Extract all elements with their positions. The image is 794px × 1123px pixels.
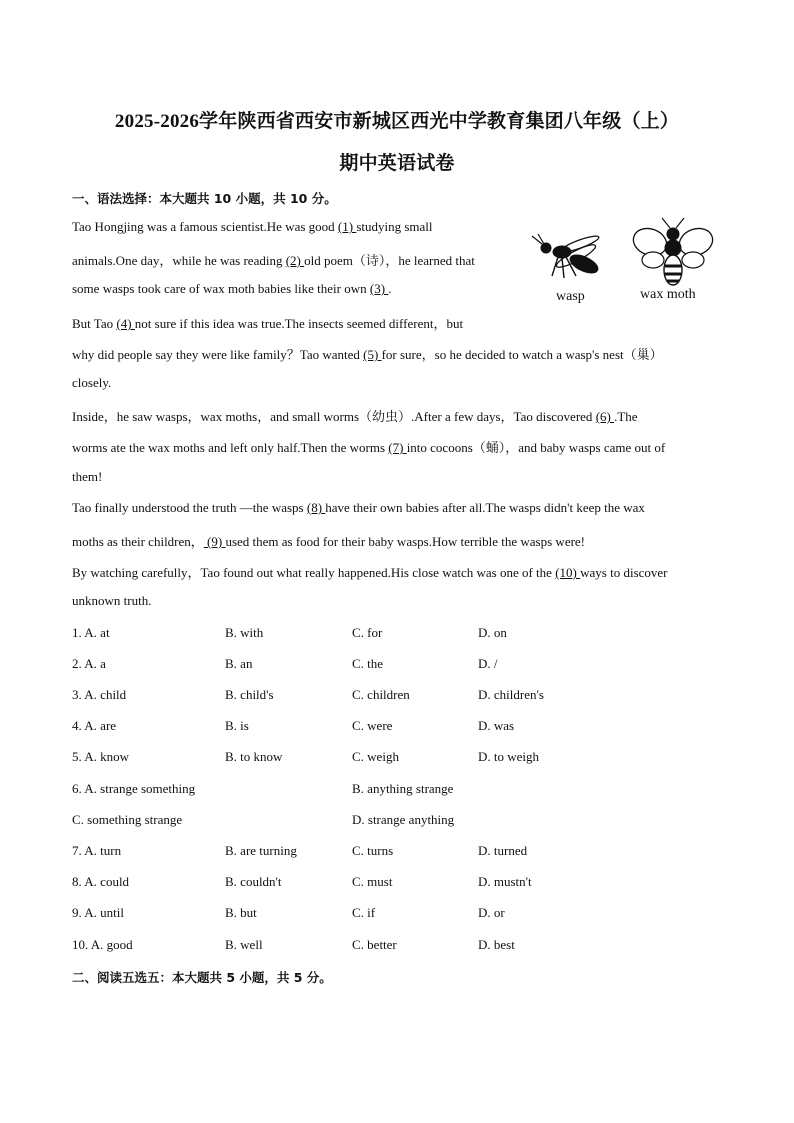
passage-line (72, 250, 475, 269)
option-3-b: B. child's (225, 687, 274, 702)
option-6-c: C. something strange (72, 812, 183, 827)
passage-text: why did people say they were like family？Tao wanted (72, 347, 364, 362)
passage-text: .The (614, 409, 638, 424)
passage-text: studying small (356, 219, 433, 234)
option-2-b: B. an (225, 656, 253, 671)
wasp-and-moth-illustration (528, 214, 728, 306)
option-1-d: D. on (478, 625, 507, 640)
passage-line (72, 344, 663, 363)
option-4-d: D. was (478, 718, 515, 733)
passage-line (72, 500, 645, 516)
option-5-c: C. weigh (352, 749, 399, 764)
blank-5: (5) (363, 347, 382, 362)
exam-title-line2: 期中英语试卷 (339, 153, 455, 174)
blank-7: (7) (388, 440, 407, 455)
option-4-c: C. were (352, 718, 393, 733)
section1-heading: 一、语法选择：本大题共 10 小题，共 10 分。 (72, 191, 337, 206)
blank-6: (6) (595, 409, 615, 424)
option-6-b: B. anything strange (352, 781, 454, 796)
passage-text: into cocoons（蛹），and baby wasps came out of (406, 440, 666, 455)
exam-title-line1: 2025-2026学年陕西省西安市新城区西光中学教育集团八年级（上） (114, 111, 680, 132)
option-7-d: D. turned (478, 843, 528, 858)
passage-line: closely. (72, 375, 112, 390)
option-4-b: B. is (225, 718, 249, 733)
passage-text: old poem（诗），he learned that (304, 253, 475, 268)
passage-text: . (388, 281, 392, 296)
option-10-c: C. better (352, 937, 397, 952)
option-7-a: 7. A. turn (72, 843, 122, 858)
passage-line: unknown truth. (72, 593, 152, 608)
option-9-a: 9. A. until (72, 905, 125, 920)
option-8-b: B. couldn't (225, 874, 282, 889)
passage-text: worms ate the wax moths and left only half.Then the worms (72, 440, 389, 455)
option-1-c: C. for (352, 625, 383, 640)
option-2-a: 2. A. a (72, 656, 106, 671)
passage-text: have their own babies after all.The wasps didn't keep the wax (325, 500, 645, 515)
option-8-a: 8. A. could (72, 874, 130, 889)
passage-text: for sure，so he decided to watch a wasp's nest（巢） (381, 347, 663, 362)
option-10-d: D. best (478, 937, 515, 952)
passage-line (72, 281, 392, 297)
passage-text: ways to discover (580, 565, 668, 580)
passage-line: them! (72, 469, 103, 484)
blank-2: (2) (285, 253, 305, 268)
passage-line (72, 406, 638, 425)
option-5-b: B. to know (225, 749, 283, 764)
passage-text: some wasps took care of wax moth babies like their own (72, 281, 370, 296)
option-4-a: 4. A. are (72, 718, 117, 733)
passage-line (72, 437, 665, 456)
blank-1: (1) (337, 219, 357, 234)
option-2-d: D. / (478, 656, 498, 671)
option-9-b: B. but (225, 905, 257, 920)
option-9-c: C. if (352, 905, 376, 920)
passage-text: Tao Hongjing was a famous scientist.He was good (72, 219, 338, 234)
option-2-c: C. the (352, 656, 384, 671)
blank-8: (8) (306, 500, 326, 515)
blank-10: (10) (555, 565, 581, 580)
option-5-a: 5. A. know (72, 749, 130, 764)
option-10-b: B. well (225, 937, 263, 952)
passage-text: By watching carefully，Tao found out what really happened.His close watch was one of the (72, 565, 556, 580)
passage-text: Inside，he saw wasps，wax moths，and small worms（幼虫）.After a few days，Tao discovered (72, 409, 596, 424)
blank-3: (3) (369, 281, 389, 296)
passage-line (72, 531, 585, 550)
blank-4: (4) (116, 316, 135, 331)
passage-text: used them as food for their baby wasps.How terrible the wasps were! (225, 534, 586, 549)
option-3-a: 3. A. child (72, 687, 127, 702)
option-6-d: D. strange anything (352, 812, 455, 827)
passage-line (72, 219, 433, 235)
option-1-b: B. with (225, 625, 264, 640)
option-7-b: B. are turning (225, 843, 297, 858)
option-7-c: C. turns (352, 843, 394, 858)
option-10-a: 10. A. good (72, 937, 133, 952)
passage-text: But Tao (72, 316, 117, 331)
wasp-caption: wasp (556, 289, 585, 304)
option-6-a: 6. A. strange something (72, 781, 196, 796)
option-3-c: C. children (352, 687, 410, 702)
option-1-a: 1. A. at (72, 625, 110, 640)
wax-moth-drawing (630, 218, 717, 285)
option-8-d: D. mustn't (478, 874, 532, 889)
wax-moth-caption: wax moth (640, 287, 696, 302)
passage-text: not sure if this idea was true.The insects seemed different，but (134, 316, 464, 331)
option-5-d: D. to weigh (478, 749, 540, 764)
blank-9: (9) (203, 534, 226, 549)
passage-line (72, 562, 668, 581)
passage-line (72, 313, 463, 332)
section2-heading: 二、阅读五选五：本大题共 5 小题，共 5 分。 (72, 970, 332, 985)
option-9-d: D. or (478, 905, 505, 920)
option-3-d: D. children's (478, 687, 544, 702)
wasp-drawing (532, 233, 601, 278)
passage-text: Tao finally understood the truth —the wasps (72, 500, 307, 515)
insect-figure (528, 214, 728, 306)
passage-text: moths as their children， (72, 534, 204, 549)
passage-text: animals.One day，while he was reading (72, 253, 286, 268)
option-8-c: C. must (352, 874, 393, 889)
